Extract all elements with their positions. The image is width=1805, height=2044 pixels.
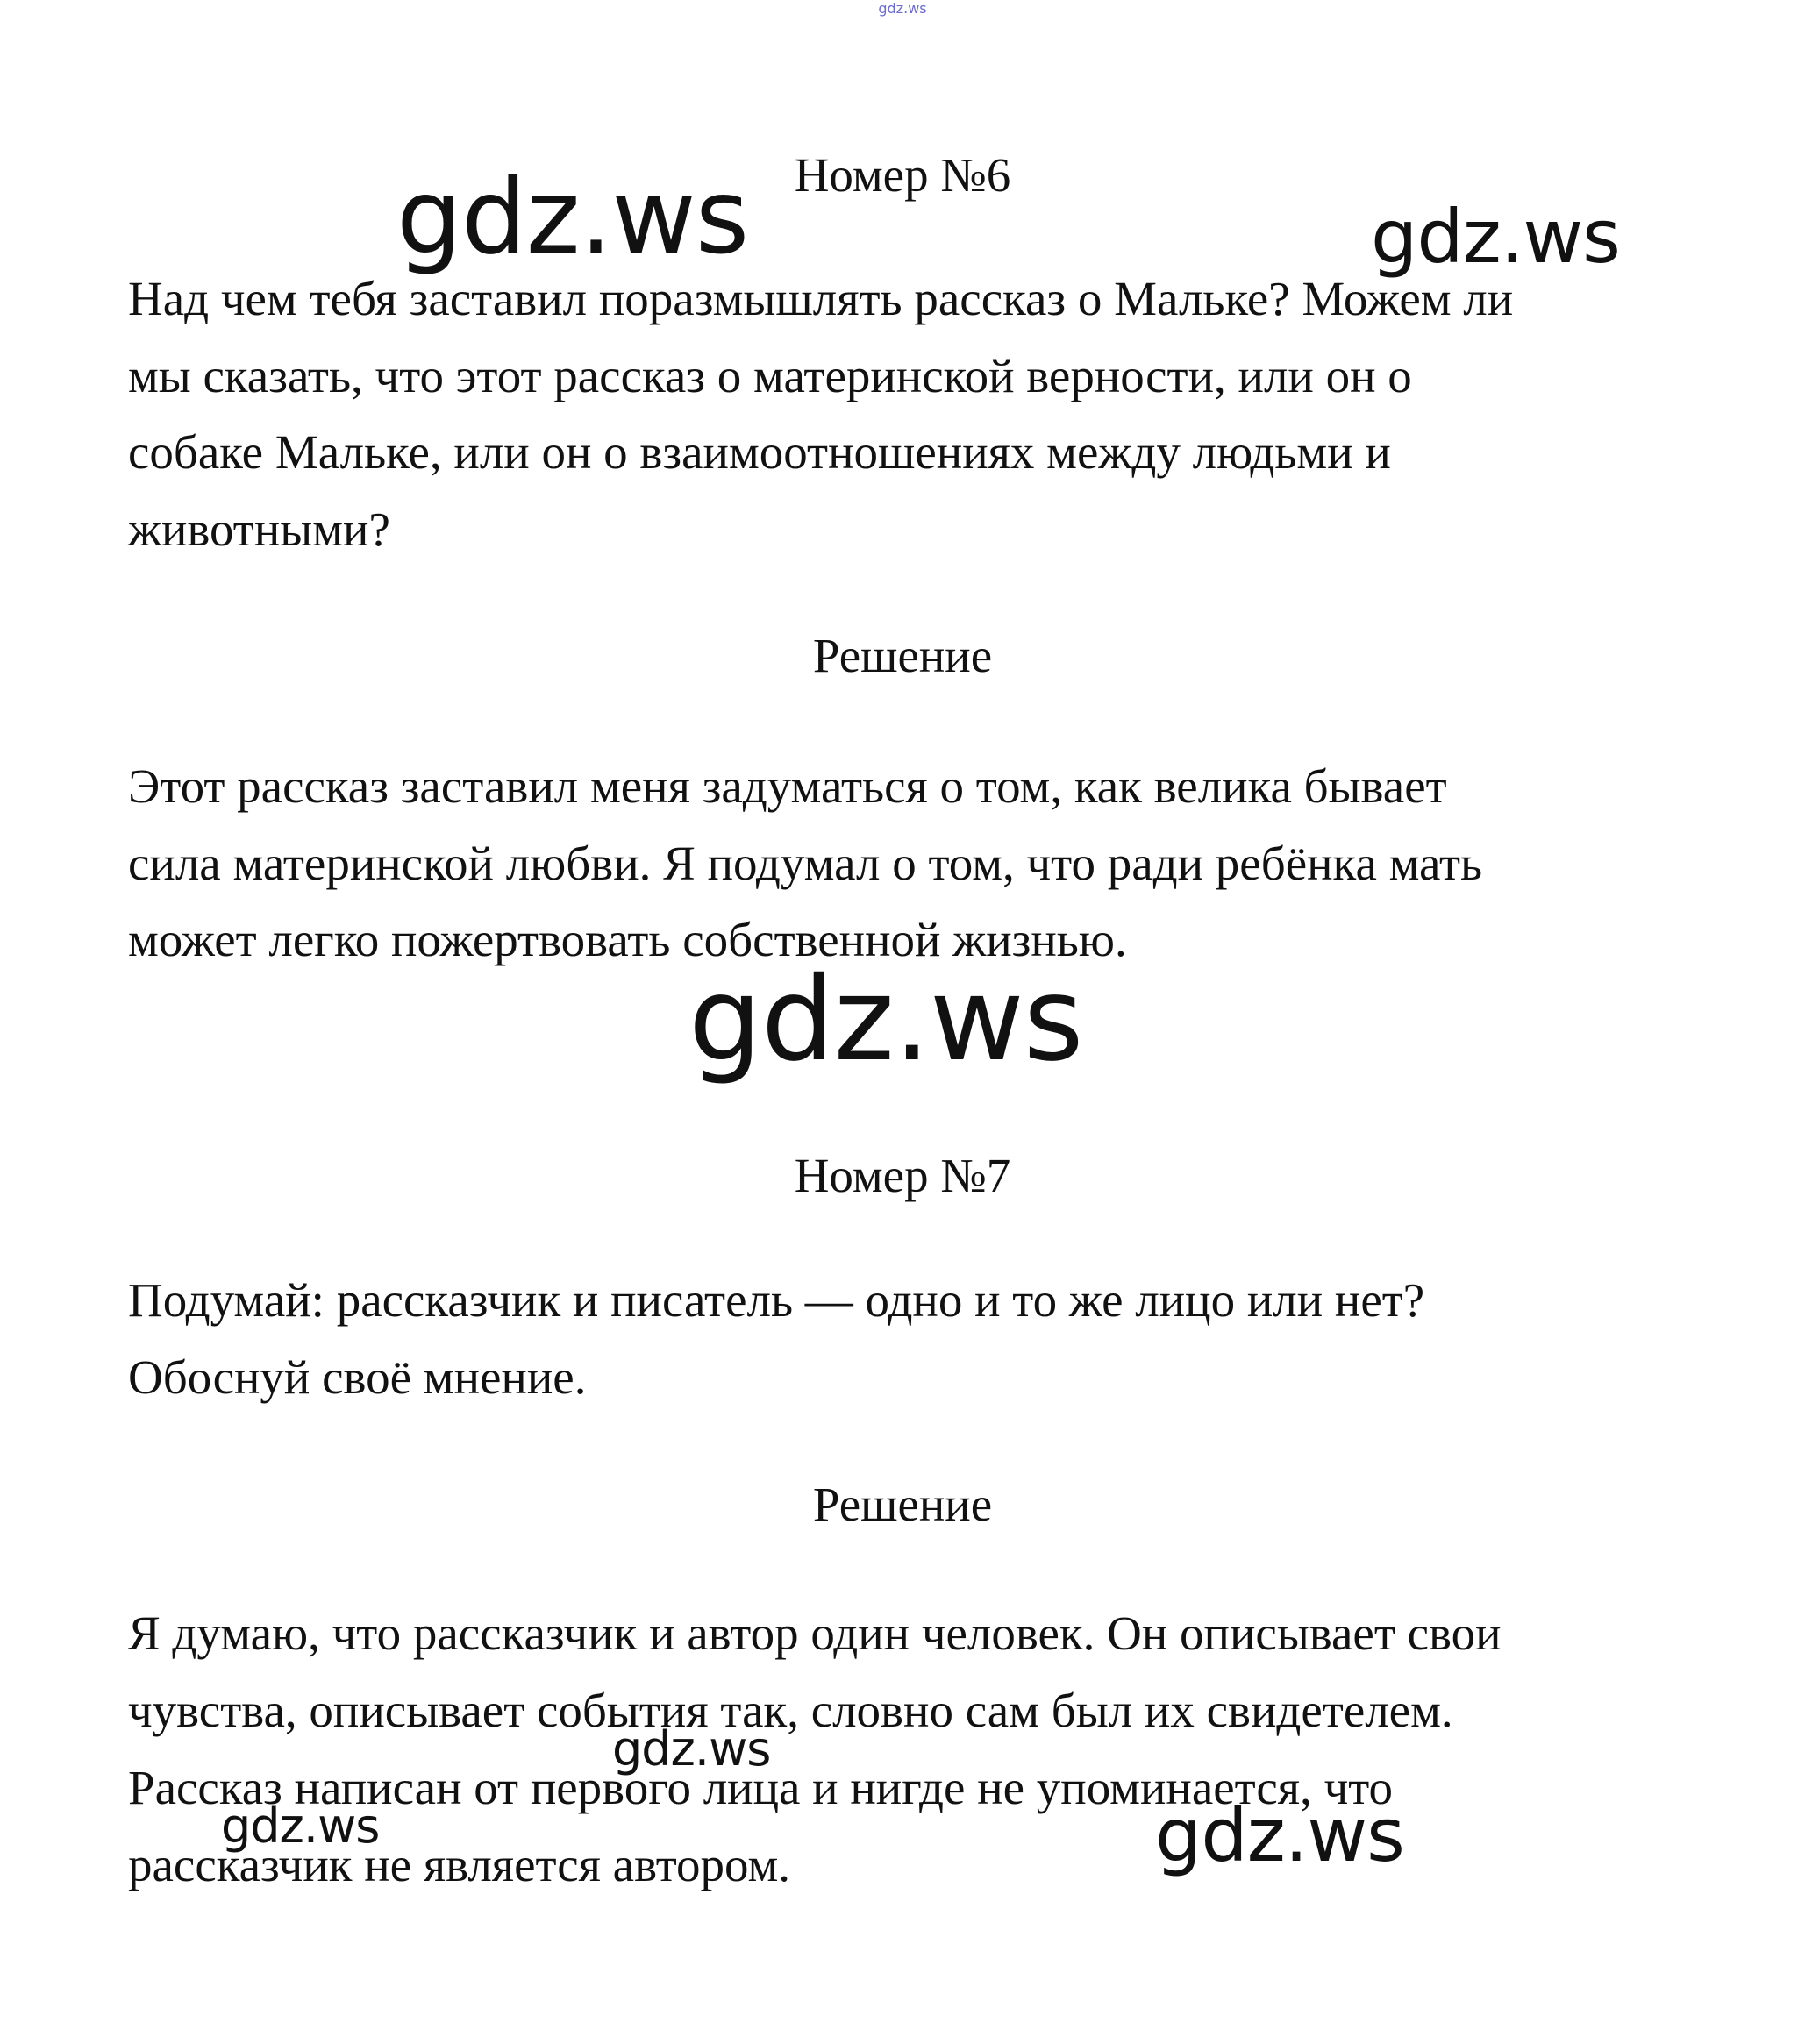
task7-question-line: Подумай: рассказчик и писатель — одно и то же лицо или нет?: [128, 1273, 1425, 1327]
task6-question-line: Над чем тебя заставил поразмышлять рассказ о Мальке? Можем ли: [128, 272, 1514, 325]
task6-title: Номер №6: [794, 148, 1011, 202]
watermark: gdz.ws: [688, 952, 1083, 1087]
task6-answer-line: сила материнской любви. Я подумал о том, что ради ребёнка мать: [128, 837, 1483, 890]
task6-question-line: собаке Мальке, или он о взаимоотношениях между людьми и: [128, 425, 1391, 479]
watermark: gdz.ws: [1371, 194, 1620, 280]
top-watermark: gdz.ws: [878, 0, 927, 17]
task7-answer-line: чувства, описывает события так, словно сам был их свидетелем.: [128, 1684, 1453, 1737]
task6-question-line: животными?: [128, 502, 390, 556]
task6-solution-heading: Решение: [812, 629, 993, 682]
task7-answer-line: Я думаю, что рассказчик и автор один человек. Он описывает свои: [128, 1606, 1502, 1660]
watermark: gdz.ws: [612, 1721, 771, 1777]
task6-answer-line: может легко пожертвовать собственной жизнью.: [128, 913, 1127, 966]
task7-question-line: Обоснуй своё мнение.: [128, 1350, 587, 1404]
task6-question-line: мы сказать, что этот рассказ о материнской верности, или он о: [128, 349, 1412, 402]
watermark: gdz.ws: [396, 156, 749, 277]
task7-solution-heading: Решение: [812, 1478, 993, 1531]
watermark: gdz.ws: [221, 1798, 380, 1854]
task6-answer-line: Этот рассказ заставил меня задуматься о том, как велика бывает: [128, 759, 1447, 813]
watermark: gdz.ws: [1155, 1792, 1404, 1878]
task7-title: Номер №7: [794, 1149, 1011, 1202]
task7-answer-line: рассказчик не является автором.: [128, 1838, 791, 1891]
task7-answer-line: Рассказ написан от первого лица и нигде не упоминается, что: [128, 1761, 1394, 1814]
